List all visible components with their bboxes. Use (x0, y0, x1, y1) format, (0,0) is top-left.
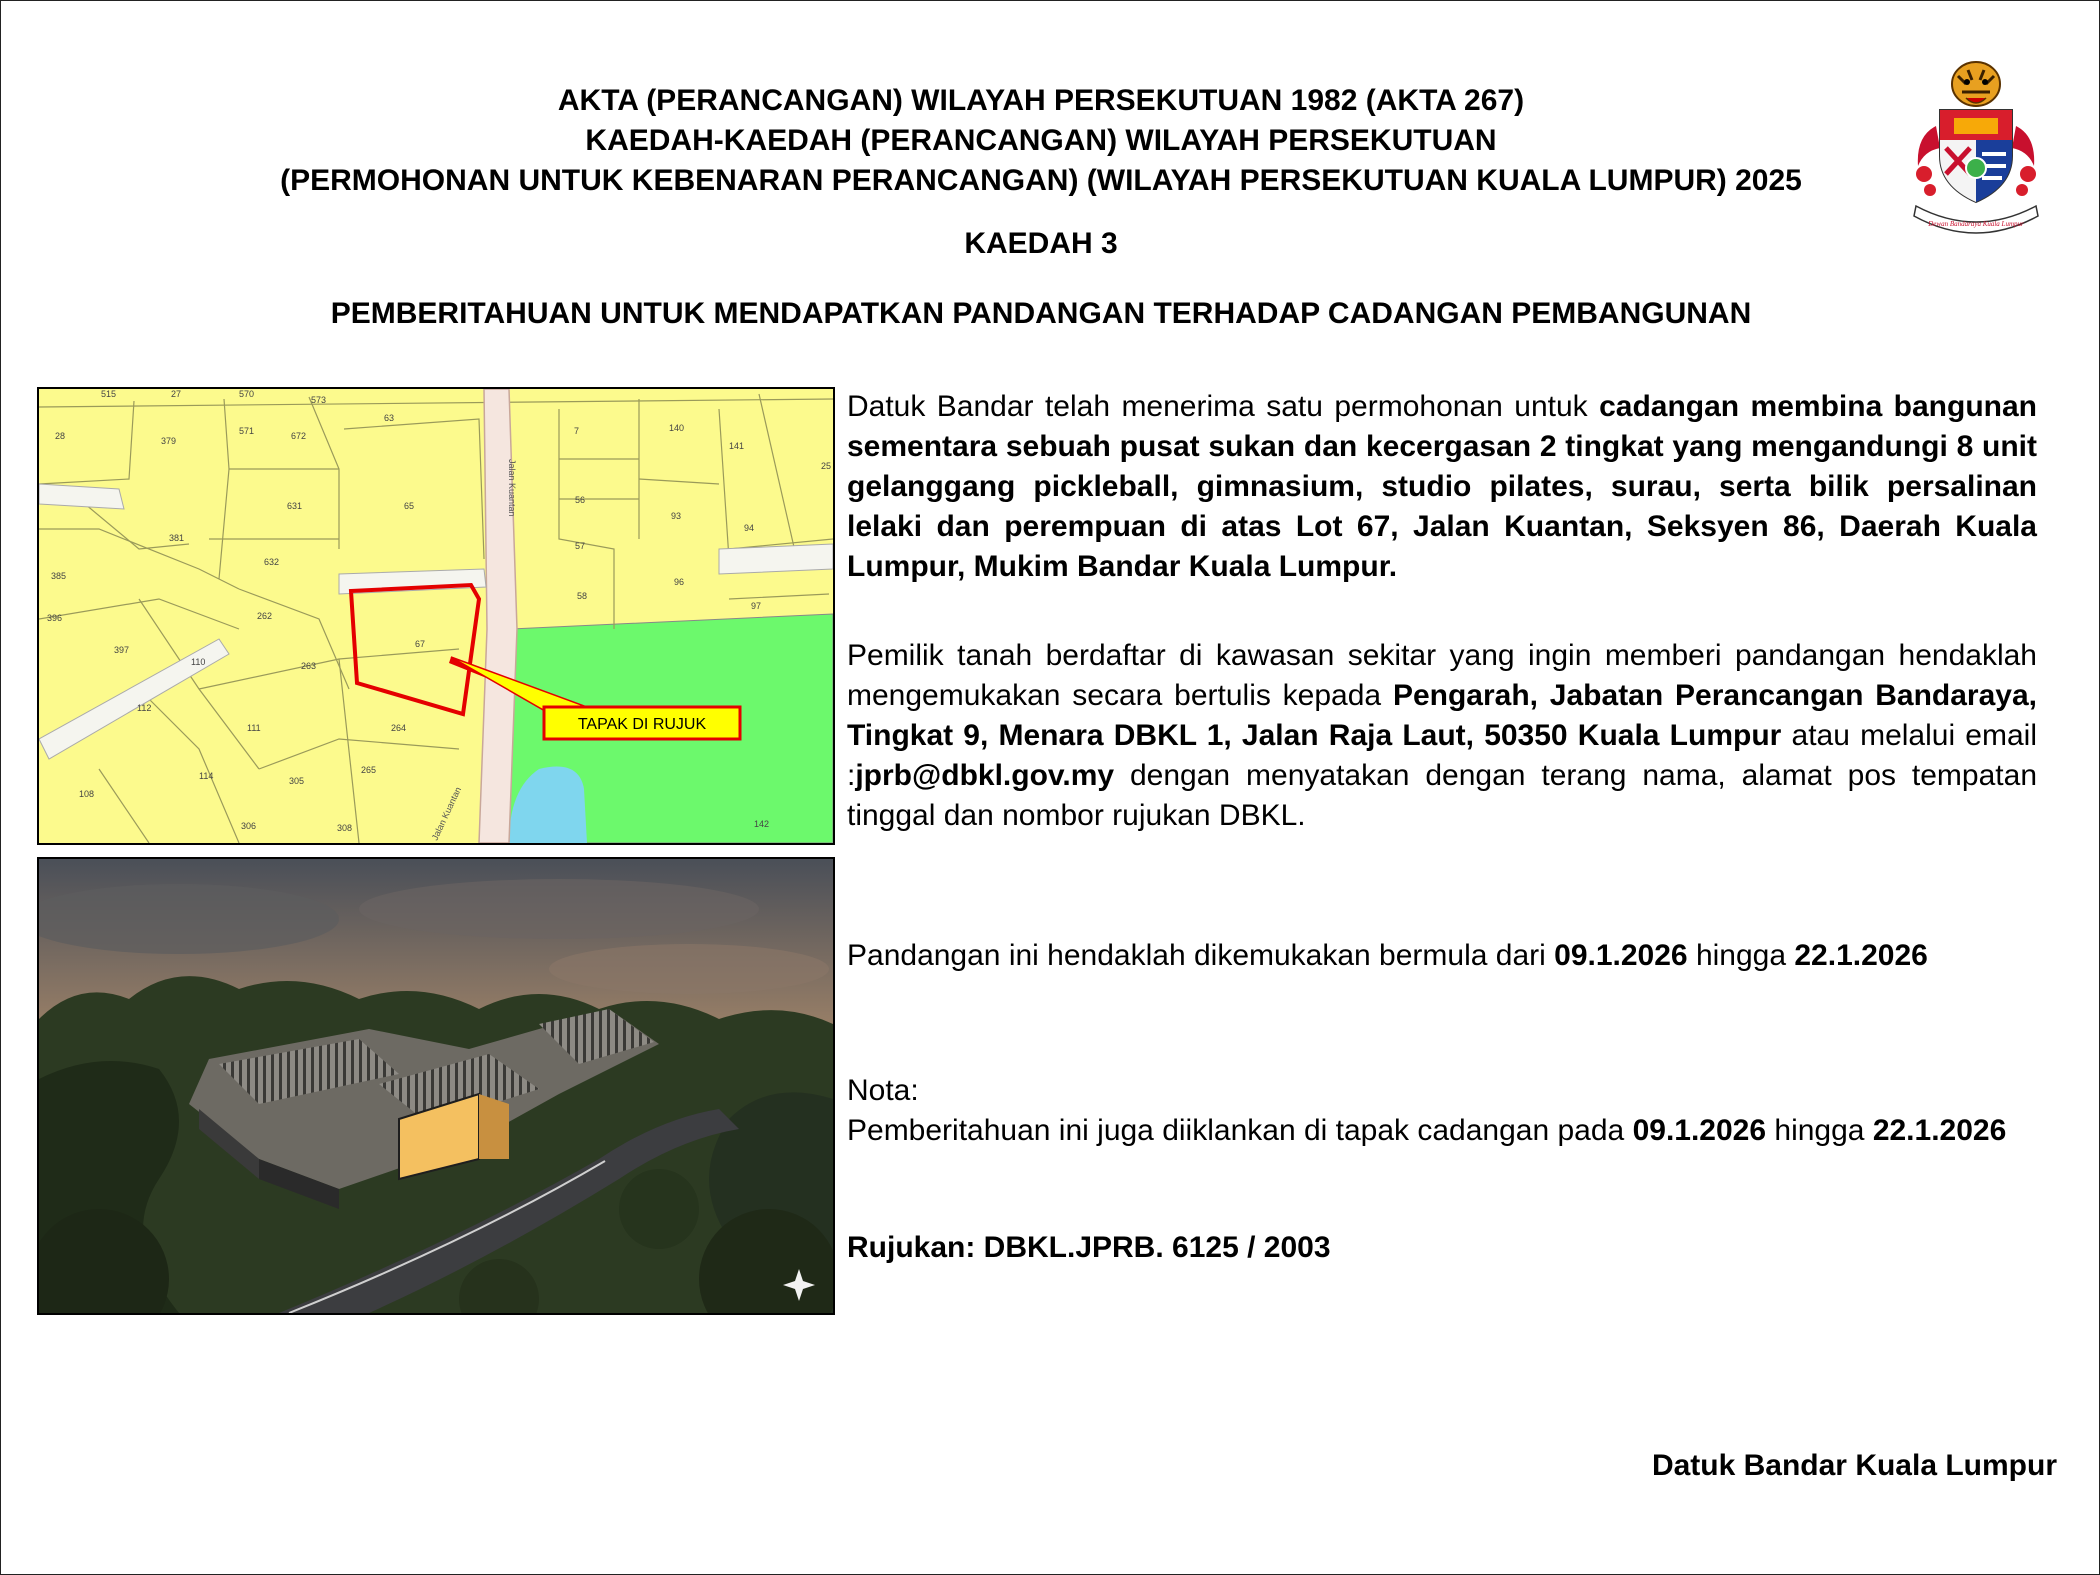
objection-requirements: dengan menyatakan dengan terang nama, alamat pos tempatan tinggal dan nombor rujukan DBKL. (847, 759, 2037, 832)
lot-number: 108 (79, 789, 95, 799)
lot-number: 631 (287, 501, 303, 511)
period-to: hingga (1687, 939, 1795, 972)
law-line-3: (PERMOHONAN UNTUK KEBENARAN PERANCANGAN) (WILAYAH PERSEKUTUAN KUALA LUMPUR) 2025 (280, 164, 1802, 197)
law-heading (151, 81, 1931, 201)
lot-number: 97 (751, 601, 762, 611)
period-start-date: 09.1.2026 (1554, 939, 1688, 972)
lot-number: 262 (257, 611, 273, 621)
road-label-jalan-kuantan: Jalan Kuantan (507, 459, 517, 517)
submission-period-paragraph (847, 936, 2037, 976)
period-intro: Pandangan ini hendaklah dikemukakan bermula dari (847, 939, 1555, 972)
lot-number: 571 (239, 426, 255, 436)
site-location-map (37, 387, 835, 845)
lot-number: 396 (47, 613, 63, 623)
signature-line: Datuk Bandar Kuala Lumpur (1651, 1449, 2057, 1482)
lot-number: 515 (101, 389, 117, 399)
lot-number: 65 (404, 501, 415, 511)
lot-number: 141 (729, 441, 745, 451)
note-intro: Pemberitahuan ini juga diiklankan di tapak cadangan pada (847, 1114, 1633, 1147)
dbkl-crest-icon (1906, 56, 2046, 236)
lot-number: 265 (361, 765, 377, 775)
lot-number: 112 (137, 703, 152, 713)
lot-number: 94 (744, 523, 755, 533)
application-intro: Datuk Bandar telah menerima satu permohonan untuk (847, 390, 1600, 423)
submission-address: Pengarah, Jabatan Perancangan Bandaraya, Tingkat 9, Menara DBKL 1, Jalan Raja Laut, 50350 Kuala Lumpur (847, 679, 2037, 752)
lot-number: 308 (337, 823, 353, 833)
note-label: Nota: (847, 1074, 919, 1107)
email-intro: atau melalui email : (847, 719, 2037, 792)
lot-number: 63 (384, 413, 395, 423)
lot-number: 96 (674, 577, 685, 587)
lot-number: 264 (391, 723, 407, 733)
submission-email: jprb@dbkl.gov.my (855, 759, 1115, 792)
lot-number: 57 (575, 541, 586, 551)
application-paragraph (847, 387, 2037, 587)
reference-text: Rujukan: DBKL.JPRB. 6125 / 2003 (847, 1231, 1331, 1264)
lot-number: 58 (577, 591, 588, 601)
kaedah-heading: KAEDAH 3 (964, 227, 1118, 260)
road-label-jalan-kuantan-lower: Jalan Kuantan (429, 785, 464, 842)
lot-number: 142 (754, 819, 770, 829)
lot-number: 93 (671, 511, 682, 521)
site-callout-label: TAPAK DI RUJUK (577, 716, 707, 733)
lot-number: 56 (575, 495, 586, 505)
lot-number: 379 (161, 436, 177, 446)
lot-number: 306 (241, 821, 257, 831)
lot-number: 7 (574, 426, 580, 436)
note-to: hingga (1766, 1114, 1873, 1147)
note-start-date: 09.1.2026 (1632, 1114, 1767, 1147)
note-paragraph (847, 1071, 2037, 1151)
lot-number: 672 (291, 431, 307, 441)
objection-intro: Pemilik tanah berdaftar di kawasan sekitar yang ingin memberi pandangan hendaklah mengemukakan secara bertulis kepada (847, 639, 2037, 712)
lot-number: 263 (301, 661, 317, 671)
lot-number: 385 (51, 571, 67, 581)
lot-number: 632 (264, 557, 280, 567)
notice-title: PEMBERITAHUAN UNTUK MENDAPATKAN PANDANGAN TERHADAP CADANGAN PEMBANGUNAN (330, 297, 1752, 330)
lot-number: 573 (311, 395, 327, 405)
period-end-date: 22.1.2026 (1794, 939, 1928, 972)
building-rendering-image (37, 857, 835, 1315)
law-line-1: AKTA (PERANCANGAN) WILAYAH PERSEKUTUAN 1982 (AKTA 267) (557, 84, 1525, 117)
crest-motto: Dewan Bandaraya Kuala Lumpur (1928, 220, 2024, 228)
lot-number: 25 (821, 461, 832, 471)
site-lot-number: 67 (415, 639, 426, 649)
law-line-2: KAEDAH-KAEDAH (PERANCANGAN) WILAYAH PERSEKUTUAN (585, 124, 1497, 157)
objection-instructions-paragraph (847, 636, 2037, 836)
reference-number (847, 1228, 2037, 1268)
lot-number: 114 (199, 771, 214, 781)
lot-number: 28 (55, 431, 66, 441)
lot-number: 570 (239, 389, 255, 399)
lot-number: 110 (191, 657, 206, 667)
lot-number: 140 (669, 423, 685, 433)
lot-number: 305 (289, 776, 305, 786)
lot-number: 27 (171, 389, 182, 399)
application-description: cadangan membina bangunan sementara sebuah pusat sukan dan kecergasan 2 tingkat yang mengandungi 8 unit gelanggang pickleball, gimnasium, studio pilates, surau, serta bilik persalinan lelaki dan perempuan di atas Lot 67, Jalan Kuantan, Seksyen 86, Daerah Kuala Lumpur, Mukim Bandar Kuala Lumpur. (847, 390, 2037, 583)
lot-number: 397 (114, 645, 130, 655)
note-end-date: 22.1.2026 (1872, 1114, 2007, 1147)
lot-number: 111 (247, 723, 261, 733)
lot-number: 381 (169, 533, 185, 543)
